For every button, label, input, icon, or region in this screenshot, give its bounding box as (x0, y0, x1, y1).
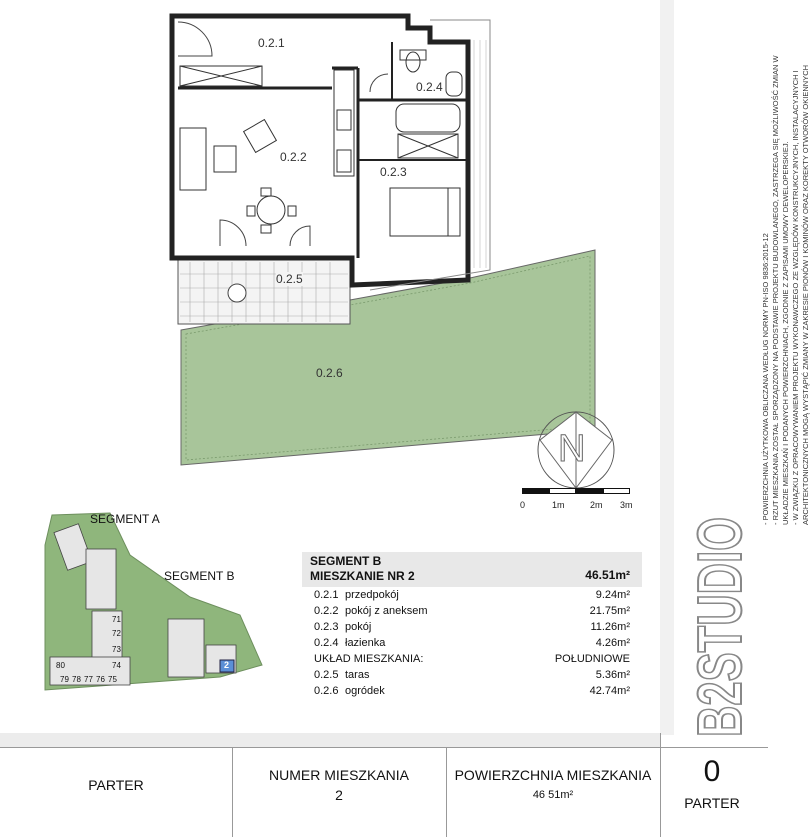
room-area: 9.24m² (595, 589, 630, 601)
room-name: pokój z aneksem (345, 605, 428, 617)
extra-row (302, 683, 642, 699)
apt-label-75: 75 (108, 675, 117, 684)
room-row (302, 587, 642, 603)
footer-number-title: NUMER MIESZKANIA (268, 767, 409, 783)
layout-value: POŁUDNIOWE (554, 653, 630, 665)
total-area: 46.51m² (585, 568, 630, 582)
terrace-table (228, 284, 246, 302)
footer-number-value: 2 (335, 787, 343, 803)
armchair (244, 120, 277, 153)
legal-notes (761, 25, 811, 525)
room-area: 4.26m² (595, 637, 630, 649)
note-line: - POWIERZCHNIA UŻYTKOWA OBLICZANA WEDŁUG NORMY PN-ISO 9836:2015-12 (761, 233, 770, 525)
extra-row (302, 667, 642, 683)
extra-name: ogródek (345, 685, 385, 697)
apt-label-74: 74 (112, 661, 121, 670)
room-label-0-2-1: 0.2.1 (258, 36, 285, 50)
footer-area-title: POWIERZCHNIA MIESZKANIA (454, 767, 652, 783)
extra-area: 5.36m² (595, 669, 630, 681)
room-label-0-2-4: 0.2.4 (416, 80, 443, 94)
footer-floor: PARTER (88, 777, 144, 793)
note-line: ARCHITEKTONICZNYCH MOGĄ WYSTĄPIĆ ZMIANY W ZAKRESIE PIONÓW I KOMINÓW ORAZ KOREKTY OTWORÓW OKIENNYCH (801, 64, 810, 525)
apt-label-2: 2 (224, 660, 230, 670)
dining-table (257, 196, 285, 224)
svg-text:B2STUDIO: B2STUDIO (686, 423, 755, 737)
apartment-name: MIESZKANIE NR 2 (310, 569, 415, 583)
facade-hatching (474, 40, 486, 268)
segment-b-label: SEGMENT B (164, 569, 235, 583)
washbasin (446, 72, 462, 96)
room-code: 0.2.3 (314, 621, 339, 633)
room-code: 0.2.4 (314, 637, 339, 649)
segments-map (40, 505, 290, 705)
north-label: N (558, 428, 586, 470)
apt-label-78: 78 (72, 675, 81, 684)
balcony-door (220, 220, 246, 246)
scale-label-3m: 3m (620, 500, 633, 510)
room-label-0-2-2: 0.2.2 (280, 150, 307, 164)
segment-name: SEGMENT B (310, 554, 382, 568)
apartment-info-table (302, 552, 642, 699)
room-label-0-2-3: 0.2.3 (380, 165, 407, 179)
extra-code: 0.2.5 (314, 669, 339, 681)
room-area: 11.26m² (590, 621, 630, 633)
room-row (302, 635, 642, 651)
apt-label-80: 80 (56, 661, 65, 670)
room-label-0-2-5: 0.2.5 (276, 272, 303, 286)
scale-bar (522, 488, 632, 518)
sofa (180, 128, 206, 190)
apt-label-79: 79 (60, 675, 69, 684)
room-row (302, 619, 642, 635)
apt-label-77: 77 (84, 675, 93, 684)
layout-row (302, 651, 642, 667)
scale-label-1m: 1m (552, 500, 565, 510)
room-label-0-2-6: 0.2.6 (316, 366, 343, 380)
info-header (302, 552, 642, 587)
footer-level-value: 0 (703, 755, 721, 788)
apartment-walls (172, 16, 468, 285)
apt-label-73: 73 (112, 645, 121, 654)
footer-level-name: PARTER (684, 795, 740, 811)
room-code: 0.2.1 (314, 589, 339, 601)
room-code: 0.2.2 (314, 605, 339, 617)
note-line: - W ZWIĄZKU Z OPRACOWYWANIEM PROJEKTU WYKONAWCZEGO ZE WZGLĘDÓW KONSTRUKCYJNYCH, INSTALACYJNYCH I (791, 70, 800, 525)
room-row (302, 603, 642, 619)
room-name: przedpokój (345, 589, 399, 601)
note-line: - RZUT MIESZKANIA ZOSTAŁ SPORZĄDZONY NA PODSTAWIE PROJEKTU BUDOWLANEGO, ZASTRZEGA SIĘ MOŻLIWOŚĆ ZMIAN W (771, 55, 780, 525)
scale-label-2m: 2m (590, 500, 603, 510)
apt-label-72: 72 (112, 629, 121, 638)
extra-code: 0.2.6 (314, 685, 339, 697)
apt-label-71: 71 (112, 615, 121, 624)
stove (337, 150, 351, 172)
segment-a-label: SEGMENT A (90, 512, 160, 526)
room-area: 21.75m² (589, 605, 630, 617)
extra-name: taras (345, 669, 370, 681)
bathroom-door (370, 74, 388, 92)
bed (390, 188, 460, 236)
b2studio-logo (683, 423, 755, 740)
layout-label: UKŁAD MIESZKANIA: (314, 653, 424, 665)
footer-band-top (0, 733, 660, 747)
footer-area-value: 46 51m² (532, 789, 574, 801)
sink (337, 110, 351, 130)
note-line: UKŁADZIE MIESZKAŃ I PODANYCH POWIERZCHNIACH, ZGODNIE Z ZAPISAMI UMOWY DEWELOPERSKIEJ. (781, 141, 790, 525)
footer (0, 733, 768, 837)
room-name: pokój (345, 621, 372, 633)
extra-area: 42.74m² (589, 685, 630, 697)
scale-label-0: 0 (520, 500, 526, 510)
entrance-door (178, 22, 212, 56)
top-strip (660, 0, 674, 735)
apt-label-76: 76 (96, 675, 105, 684)
room-name: łazienka (345, 637, 386, 649)
building-outline (370, 20, 490, 290)
bathtub (396, 104, 460, 132)
toilet (406, 52, 420, 72)
